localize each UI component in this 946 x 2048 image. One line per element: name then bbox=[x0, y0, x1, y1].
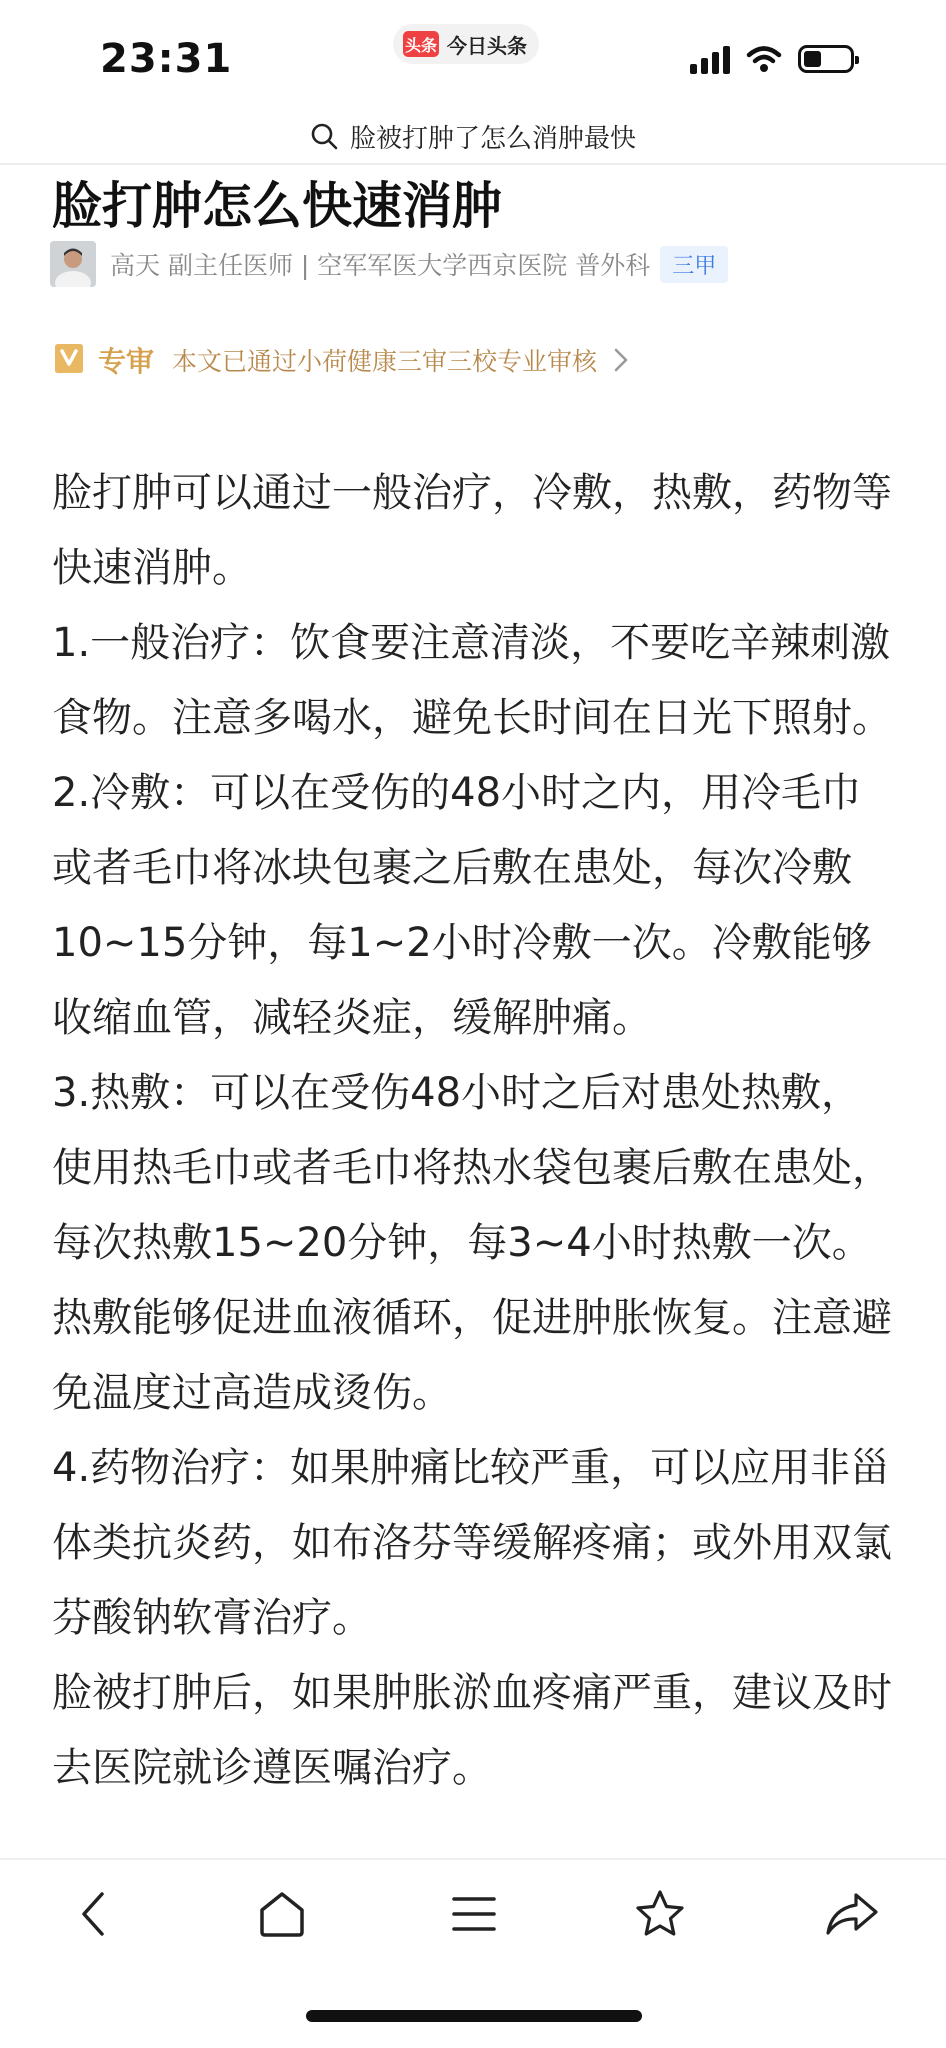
search-query: 脸被打肿了怎么消肿最快 bbox=[349, 123, 636, 154]
review-shield-icon bbox=[52, 342, 86, 378]
author-avatar[interactable] bbox=[50, 241, 96, 287]
home-icon bbox=[256, 1890, 308, 1938]
search-icon bbox=[310, 122, 338, 150]
author-row[interactable] bbox=[50, 238, 728, 290]
app-indicator bbox=[393, 24, 539, 64]
hospital-grade-badge: 三甲 bbox=[660, 246, 728, 283]
paragraph-advice: 脸被打肿后，如果肿胀淤血疼痛严重，建议及时去医院就诊遵医嘱治疗。 bbox=[52, 1670, 892, 1791]
favorite-button[interactable] bbox=[630, 1884, 690, 1944]
star-icon bbox=[633, 1888, 687, 1940]
paragraph-cold-compress: 2.冷敷：可以在受伤的48小时之内，用冷毛巾或者毛巾将冰块包裹之后敷在患处，每次冷敷10~15分钟，每1~2小时冷敷一次。冷敷能够收缩血管，减轻炎症，缓解肿痛。 bbox=[52, 770, 872, 1041]
status-icons bbox=[690, 44, 854, 74]
app-name: 今日头条 bbox=[447, 33, 527, 58]
paragraph-hot-compress: 3.热敷：可以在受伤48小时之后对患处热敷，使用热毛巾或者毛巾将热水袋包裹后敷在患处，每次热敷15~20分钟，每3~4小时热敷一次。热敷能够促进血液循环，促进肿胀恢复。注意避免温度过高造成烫伤。 bbox=[52, 1070, 892, 1416]
home-indicator[interactable] bbox=[306, 2010, 642, 2022]
chevron-right-icon bbox=[613, 347, 629, 373]
battery-icon bbox=[798, 45, 854, 73]
home-button[interactable] bbox=[252, 1884, 312, 1944]
bottom-nav bbox=[0, 1858, 946, 1970]
back-icon bbox=[76, 1890, 112, 1938]
article-title: 脸打肿怎么快速消肿 bbox=[52, 177, 502, 235]
status-bar bbox=[0, 0, 946, 110]
cellular-signal-icon bbox=[690, 44, 730, 74]
paragraph-general-treatment: 1.一般治疗：饮食要注意清淡，不要吃辛辣刺激食物。注意多喝水，避免长时间在日光下照射。 bbox=[52, 620, 892, 741]
back-button[interactable] bbox=[64, 1884, 124, 1944]
share-icon bbox=[824, 1891, 880, 1937]
review-text: 本文已通过小荷健康三审三校专业审核 bbox=[172, 347, 598, 376]
author-info: 高天 副主任医师 | 空军军医大学西京医院 普外科 bbox=[110, 251, 651, 280]
review-banner[interactable] bbox=[52, 340, 629, 380]
app-logo: 头条 bbox=[403, 31, 439, 57]
wifi-icon bbox=[746, 45, 782, 73]
menu-icon bbox=[452, 1894, 496, 1934]
status-time: 23:31 bbox=[100, 36, 233, 82]
search-bar[interactable] bbox=[0, 108, 946, 164]
menu-button[interactable] bbox=[444, 1884, 504, 1944]
review-tag: 专审 bbox=[98, 345, 155, 378]
article-body bbox=[52, 456, 892, 1806]
header-divider bbox=[0, 163, 946, 165]
paragraph-intro: 脸打肿可以通过一般治疗，冷敷，热敷，药物等快速消肿。 bbox=[52, 470, 892, 591]
paragraph-medication: 4.药物治疗：如果肿痛比较严重，可以应用非甾体类抗炎药，如布洛芬等缓解疼痛；或外用双氯芬酸钠软膏治疗。 bbox=[52, 1445, 892, 1641]
share-button[interactable] bbox=[822, 1884, 882, 1944]
